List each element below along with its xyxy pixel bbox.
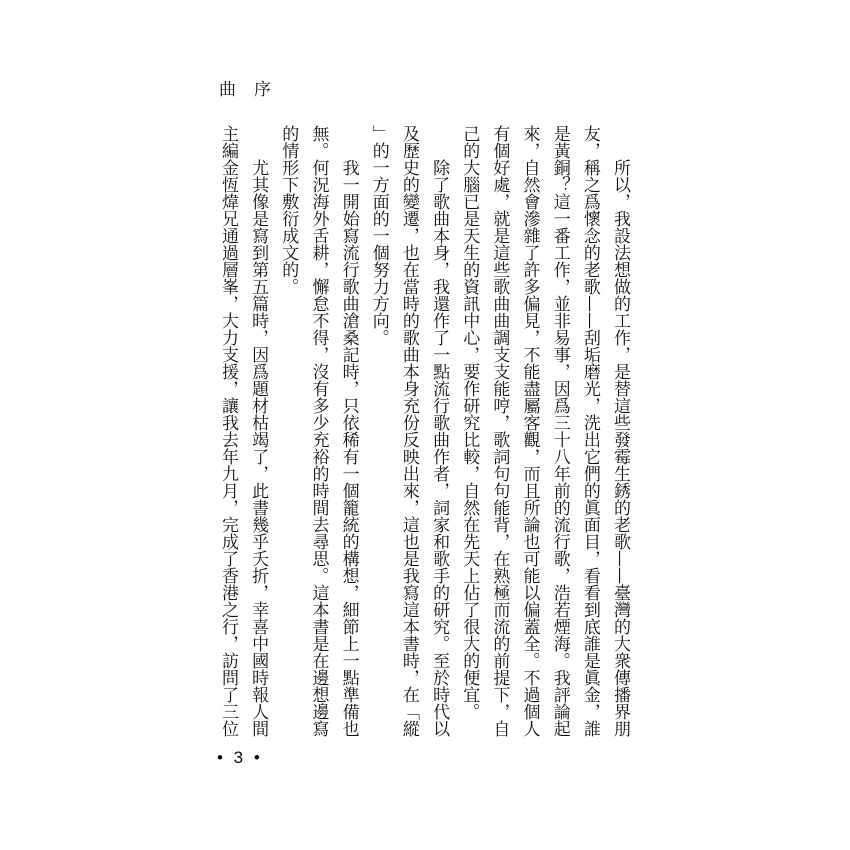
text-column: 己的大腦已是天生的資訊中心，要作研究比較，自然在先天上佔了很大的便宜。	[459, 125, 480, 720]
body-text	[215, 125, 635, 745]
text-column: 我一開始寫流行歌曲滄桑記時，只依稀有一個籠統的構想，細節上一點準備也	[338, 159, 359, 737]
text-column: 來，自然會滲雜了許多偏見，不能盡屬客觀，而且所論也可能以偏蓋全。不過個人	[519, 125, 540, 737]
text-column: 是黃銅？這一番工作，並非易事，因爲三十八年前的流行歌，浩若煙海。我評論起	[549, 125, 570, 737]
header-book-title: 曲	[219, 80, 236, 100]
text-column: 所以，我設法想做的工作，是替這些發霉生銹的老歌——臺灣的大衆傳播界朋	[610, 159, 630, 737]
text-column: 尤其像是寫到第五篇時，因爲題材枯竭了，此書幾乎夭折，幸喜中國時報人間	[248, 159, 269, 737]
text-column: 友，稱之爲懷念的老歌——刮垢磨光，洗出它們的眞面目，看看到底誰是眞金，誰	[579, 125, 600, 737]
text-column: 無。何況海外舌耕，懈怠不得，沒有多少充裕的時間去尋思。這本書是在邊想邊寫	[308, 125, 329, 737]
text-column: 主編金恆煒兄通過層峯，大力支援，讓我去年九月，完成了香港之行，訪問了三位	[217, 125, 238, 737]
text-column: 及歷史的變遷，也在當時的歌曲本身充份反映出來，這也是我寫這本書時，在「縱	[398, 125, 419, 737]
page-number: • 3 •	[217, 748, 263, 767]
text-column: 有個好處，就是這些歌曲曲調支支能哼，歌詞句句能背，在熟極而流的前提下，自	[489, 125, 510, 737]
text-column: 」的一方面的一個努力方向。	[368, 125, 389, 346]
text-column: 除了歌曲本身，我還作了一點流行歌曲作者，詞家和歌手的研究。至於時代以	[429, 159, 450, 737]
text-column: 的情形下敷衍成文的。	[278, 125, 299, 295]
header-section-title: 序	[254, 80, 271, 100]
